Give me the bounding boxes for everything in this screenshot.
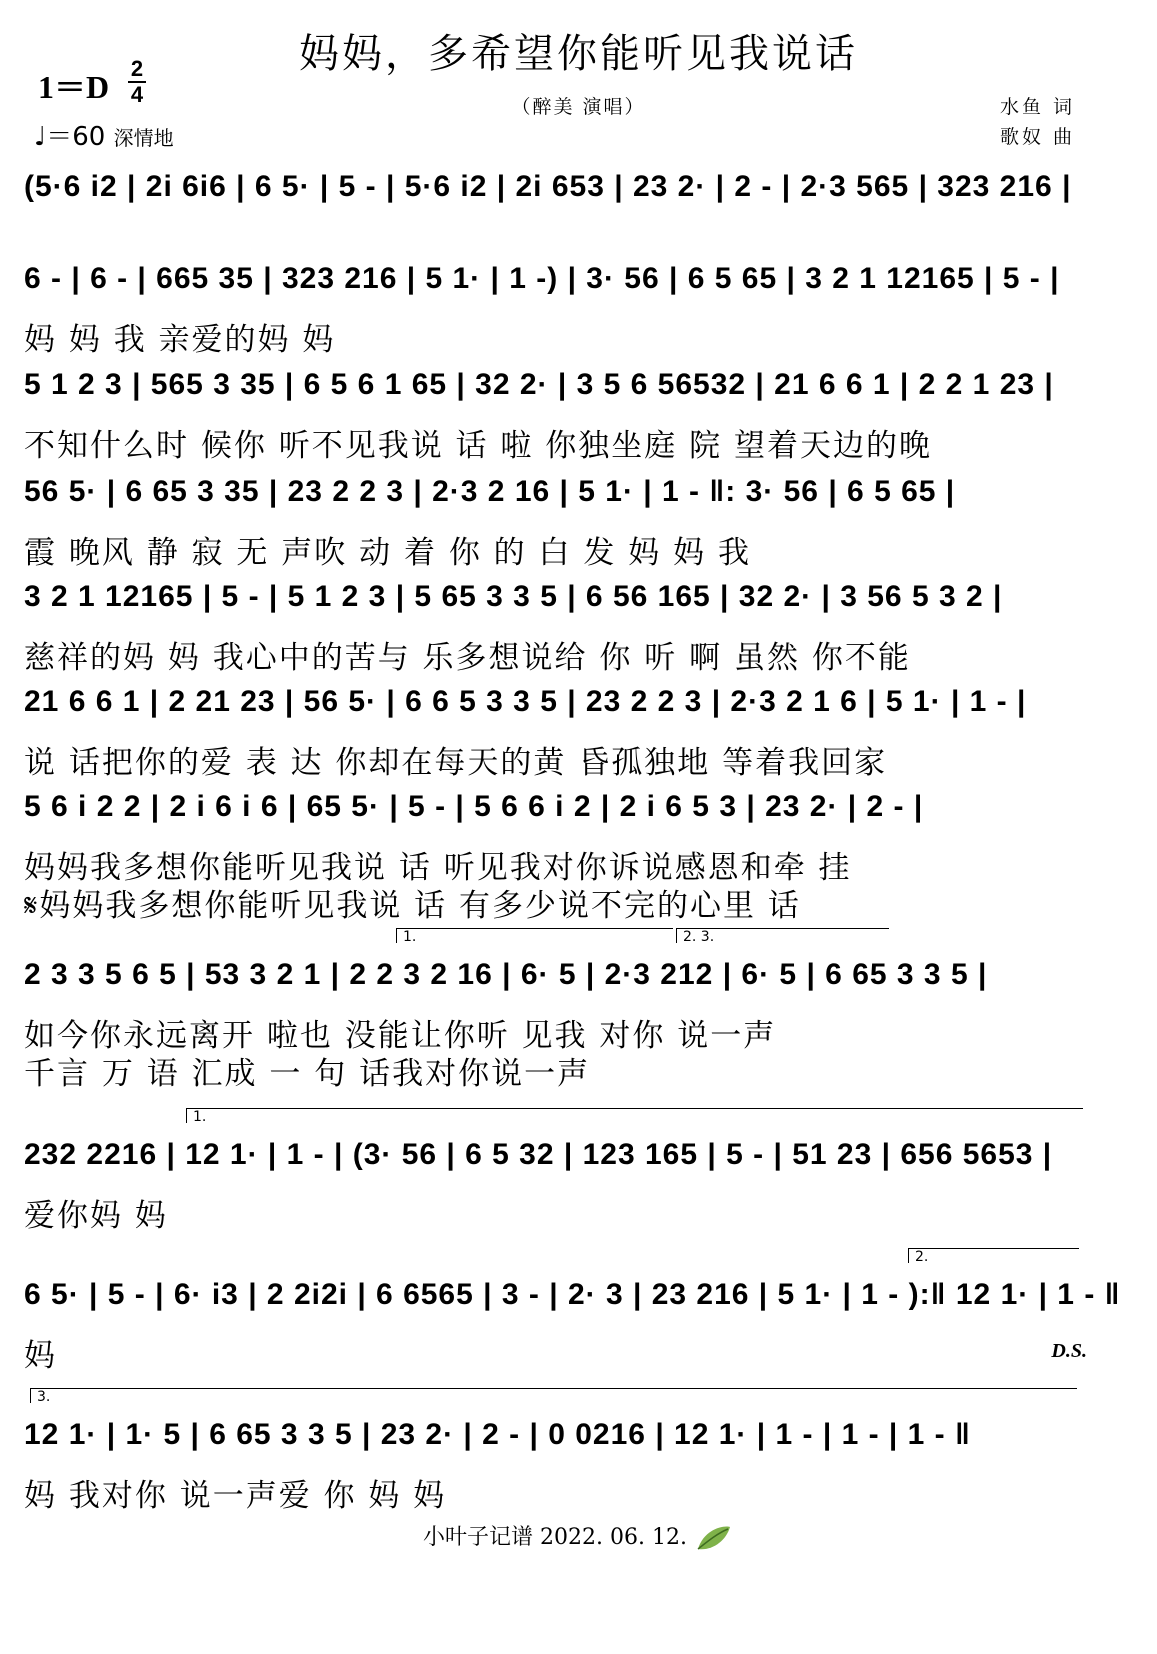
third-ending-bracket: 3. [30,1388,1077,1403]
transcriber-credit [0,1520,1157,1553]
lyrics-line: 说 话把你的爱 表 达 你却在每天的黄 昏孤独地 等着我回家 [24,745,888,781]
notation-line: 5 1 2 3 | 565 3 35 | 6 5 6 1 65 | 32 2· | 3 5 6 56532 | 21 6 6 1 | 2 2 1 23 | [24,368,1054,401]
notation-line: 6 - | 6 - | 665 35 | 323 216 | 5 1· | 1 -) | 3· 56 | 6 5 65 | 3 2 1 12165 | 5 - | [24,262,1060,295]
lyrics-line: 如今你永远离开 啦也 没能让你听 见我 对你 说一声 [24,1018,777,1054]
notation-line: 2 3 3 5 6 5 | 53 3 2 1 | 2 2 3 2 16 | 6· 5 | 2·3 212 | 6· 5 | 6 65 3 3 5 | [24,958,988,991]
credit-text: 小叶子记谱 2022. 06. 12. [423,1525,687,1550]
lyrics-line: 妈 [24,1338,57,1374]
first-ending-bracket-repeat: 1. [186,1108,1083,1123]
quarter-note-icon: ♩ [34,122,47,152]
notation-line: 6 5· | 5 - | 6· i3 | 2 2i2i | 6 6565 | 3 - | 2· 3 | 23 216 | 5 1· | 1 - ):‖ 12 1· | 1 - ‖ [24,1278,1121,1311]
composer-credit: 歌奴 曲 [999,126,1075,148]
lyrics-line: 妈妈我多想你能听见我说 话 听见我对你诉说感恩和牵 挂 [24,850,852,886]
lyrics-line: 妈 我对你 说一声爱 你 妈 妈 [24,1478,447,1514]
time-signature-bottom: 4 [130,82,144,107]
lyrics-line: 爱你妈 妈 [24,1198,168,1234]
notation-line: 12 1· | 1· 5 | 6 65 3 3 5 | 23 2· | 2 - | 0 0216 | 12 1· | 1 - | 1 - | 1 - ‖ [24,1418,971,1451]
lyrics-line: 妈 妈 我 亲爱的妈 妈 [24,322,336,358]
notation-line: 3 2 1 12165 | 5 - | 5 1 2 3 | 5 65 3 3 5 | 6 56 165 | 32 2· | 3 56 5 3 2 | [24,580,1003,613]
notation-line: 5 6 i 2 2 | 2 i 6 i 6 | 65 5· | 5 - | 5 6 6 i 2 | 2 i 6 5 3 | 23 2· | 2 - | [24,790,924,823]
lyricist-credit: 水鱼 词 [999,96,1075,118]
lyrics-line: 慈祥的妈 妈 我心中的苦与 乐多想说给 你 听 啊 虽然 你不能 [24,640,911,676]
first-ending-bracket: 1. [396,928,673,943]
second-third-ending-bracket: 2. 3. [676,928,889,943]
key-signature: 1＝D [38,69,110,105]
lyrics-line: 𝄋妈妈我多想你能听见我说 话 有多少说不完的心里 话 [24,888,801,924]
lyrics-line: 不知什么时 候你 听不见我说 话 啦 你独坐庭 院 望着天边的晚 [24,428,932,464]
expression-marking: 深情地 [113,126,174,150]
dal-segno-marker: D.S. [1051,1340,1087,1362]
notation-line: 21 6 6 1 | 2 21 23 | 56 5· | 6 6 5 3 3 5 | 23 2 2 3 | 2·3 2 1 6 | 5 1· | 1 - | [24,685,1027,718]
tempo-marking [34,116,174,153]
song-title: 妈妈，多希望你能听见我说话 [299,31,858,77]
performer-note: （醉美 演唱） [511,96,646,118]
notation-line: (5·6 i2 | 2i 6i6 | 6 5· | 5 - | 5·6 i2 | 2i 653 | 23 2· | 2 - | 2·3 565 | 323 216 | [24,170,1072,203]
leaf-icon [694,1523,734,1553]
time-signature [128,58,146,106]
lyrics-line: 霞 晚风 静 寂 无 声吹 动 着 你 的 白 发 妈 妈 我 [24,535,751,571]
time-signature-top: 2 [130,56,144,81]
notation-line: 56 5· | 6 65 3 35 | 23 2 2 3 | 2·3 2 16 | 5 1· | 1 - ‖: 3· 56 | 6 5 65 | [24,475,956,508]
tempo-value: ＝60 [46,122,106,152]
second-ending-bracket: 2. [908,1248,1079,1263]
lyrics-line: 千言 万 语 汇成 一 句 话我对你说一声 [24,1056,591,1092]
notation-line: 232 2216 | 12 1· | 1 - | (3· 56 | 6 5 32 | 123 165 | 5 - | 51 23 | 656 5653 | [24,1138,1053,1171]
